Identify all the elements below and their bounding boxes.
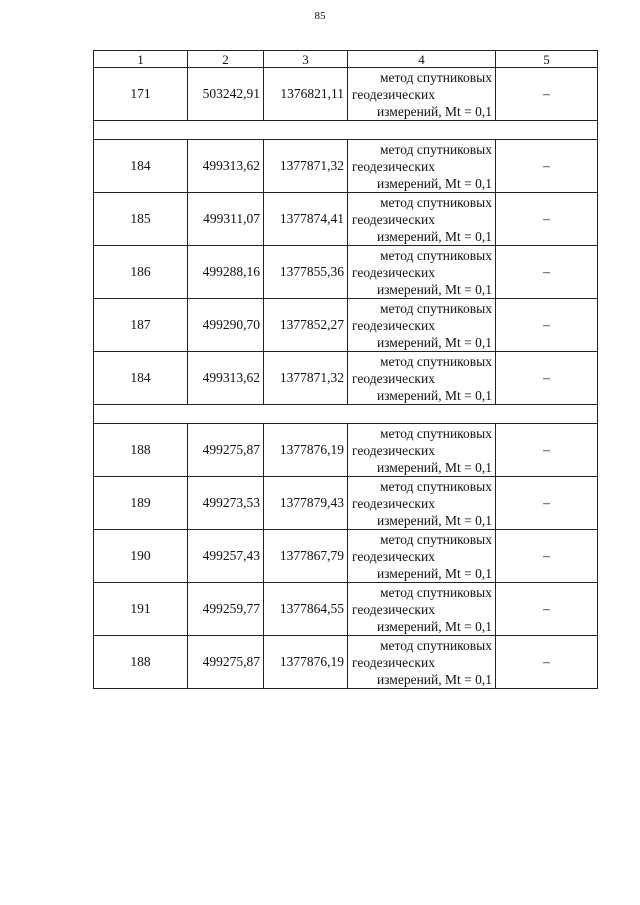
- x-coordinate: 499259,77: [188, 583, 264, 636]
- dash-cell: –: [496, 193, 598, 246]
- dash-cell: –: [496, 477, 598, 530]
- table-row: [94, 636, 598, 689]
- point-number: 188: [94, 424, 188, 477]
- point-number: 189: [94, 477, 188, 530]
- header-col-5: 5: [496, 51, 598, 68]
- method-cell: [348, 68, 496, 121]
- dash-cell: –: [496, 352, 598, 405]
- y-coordinate: 1377876,19: [264, 424, 348, 477]
- x-coordinate: 499313,62: [188, 352, 264, 405]
- table-row: [94, 140, 598, 193]
- table-row: [94, 193, 598, 246]
- table-row: [94, 299, 598, 352]
- method-cell: [348, 140, 496, 193]
- method-line-2: геодезических: [352, 86, 435, 102]
- method-line-3: измерений, Mt = 0,1: [376, 334, 492, 350]
- method-line-3: измерений, Mt = 0,1: [376, 459, 492, 475]
- point-number: 186: [94, 246, 188, 299]
- dash-cell: –: [496, 299, 598, 352]
- table-row: [94, 424, 598, 477]
- x-coordinate: 499257,43: [188, 530, 264, 583]
- x-coordinate: 499275,87: [188, 636, 264, 689]
- method-cell: [348, 299, 496, 352]
- method-cell: [348, 477, 496, 530]
- header-col-4: 4: [348, 51, 496, 68]
- method-line-1: метод спутниковых: [380, 69, 492, 85]
- dash-cell: –: [496, 246, 598, 299]
- y-coordinate: 1377879,43: [264, 477, 348, 530]
- point-number: 171: [94, 68, 188, 121]
- method-cell: [348, 246, 496, 299]
- method-line-3: измерений, Mt = 0,1: [376, 671, 492, 687]
- dash-cell: –: [496, 530, 598, 583]
- y-coordinate: 1377852,27: [264, 299, 348, 352]
- header-col-2: 2: [188, 51, 264, 68]
- method-line-3: измерений, Mt = 0,1: [376, 175, 492, 191]
- table-body: [94, 68, 598, 689]
- point-number: 188: [94, 636, 188, 689]
- method-line-2: геодезических: [352, 601, 435, 617]
- method-line-2: геодезических: [352, 317, 435, 333]
- y-coordinate: 1377855,36: [264, 246, 348, 299]
- method-line-1: метод спутниковых: [380, 353, 492, 369]
- y-coordinate: 1377871,32: [264, 140, 348, 193]
- method-line-2: геодезических: [352, 495, 435, 511]
- x-coordinate: 499313,62: [188, 140, 264, 193]
- method-line-1: метод спутниковых: [380, 300, 492, 316]
- method-line-3: измерений, Mt = 0,1: [376, 512, 492, 528]
- table-row: [94, 530, 598, 583]
- page-number: 85: [314, 10, 326, 22]
- point-number: 184: [94, 352, 188, 405]
- point-number: 184: [94, 140, 188, 193]
- method-line-3: измерений, Mt = 0,1: [376, 565, 492, 581]
- table-header-row: [94, 51, 598, 68]
- method-line-1: метод спутниковых: [380, 425, 492, 441]
- header-col-1: 1: [94, 51, 188, 68]
- x-coordinate: 499275,87: [188, 424, 264, 477]
- y-coordinate: 1376821,11: [264, 68, 348, 121]
- table-row: [94, 246, 598, 299]
- y-coordinate: 1377876,19: [264, 636, 348, 689]
- method-line-1: метод спутниковых: [380, 531, 492, 547]
- method-line-3: измерений, Mt = 0,1: [376, 618, 492, 634]
- method-line-2: геодезических: [352, 211, 435, 227]
- method-cell: [348, 352, 496, 405]
- method-cell: [348, 583, 496, 636]
- dash-cell: –: [496, 424, 598, 477]
- method-cell: [348, 193, 496, 246]
- point-number: 187: [94, 299, 188, 352]
- method-line-2: геодезических: [352, 158, 435, 174]
- point-number: 191: [94, 583, 188, 636]
- method-line-2: геодезических: [352, 264, 435, 280]
- y-coordinate: 1377867,79: [264, 530, 348, 583]
- method-line-2: геодезических: [352, 442, 435, 458]
- method-line-1: метод спутниковых: [380, 584, 492, 600]
- y-coordinate: 1377871,32: [264, 352, 348, 405]
- group-separator: [94, 405, 598, 424]
- method-line-2: геодезических: [352, 370, 435, 386]
- x-coordinate: 499273,53: [188, 477, 264, 530]
- table-row: [94, 477, 598, 530]
- x-coordinate: 499311,07: [188, 193, 264, 246]
- table-row: [94, 583, 598, 636]
- point-number: 185: [94, 193, 188, 246]
- dash-cell: –: [496, 583, 598, 636]
- header-col-3: 3: [264, 51, 348, 68]
- method-line-3: измерений, Mt = 0,1: [376, 387, 492, 403]
- method-line-2: геодезических: [352, 654, 435, 670]
- dash-cell: –: [496, 68, 598, 121]
- method-line-3: измерений, Mt = 0,1: [376, 281, 492, 297]
- method-cell: [348, 636, 496, 689]
- x-coordinate: 499290,70: [188, 299, 264, 352]
- method-line-3: измерений, Mt = 0,1: [376, 103, 492, 119]
- y-coordinate: 1377874,41: [264, 193, 348, 246]
- table-row: [94, 352, 598, 405]
- dash-cell: –: [496, 140, 598, 193]
- method-line-1: метод спутниковых: [380, 637, 492, 653]
- method-line-3: измерений, Mt = 0,1: [376, 228, 492, 244]
- dash-cell: –: [496, 636, 598, 689]
- method-line-1: метод спутниковых: [380, 478, 492, 494]
- group-separator: [94, 121, 598, 140]
- x-coordinate: 499288,16: [188, 246, 264, 299]
- method-cell: [348, 424, 496, 477]
- method-line-1: метод спутниковых: [380, 194, 492, 210]
- point-number: 190: [94, 530, 188, 583]
- table-row: [94, 68, 598, 121]
- x-coordinate: 503242,91: [188, 68, 264, 121]
- method-line-2: геодезических: [352, 548, 435, 564]
- method-line-1: метод спутниковых: [380, 141, 492, 157]
- method-cell: [348, 530, 496, 583]
- method-line-1: метод спутниковых: [380, 247, 492, 263]
- coordinates-table: [93, 50, 598, 689]
- y-coordinate: 1377864,55: [264, 583, 348, 636]
